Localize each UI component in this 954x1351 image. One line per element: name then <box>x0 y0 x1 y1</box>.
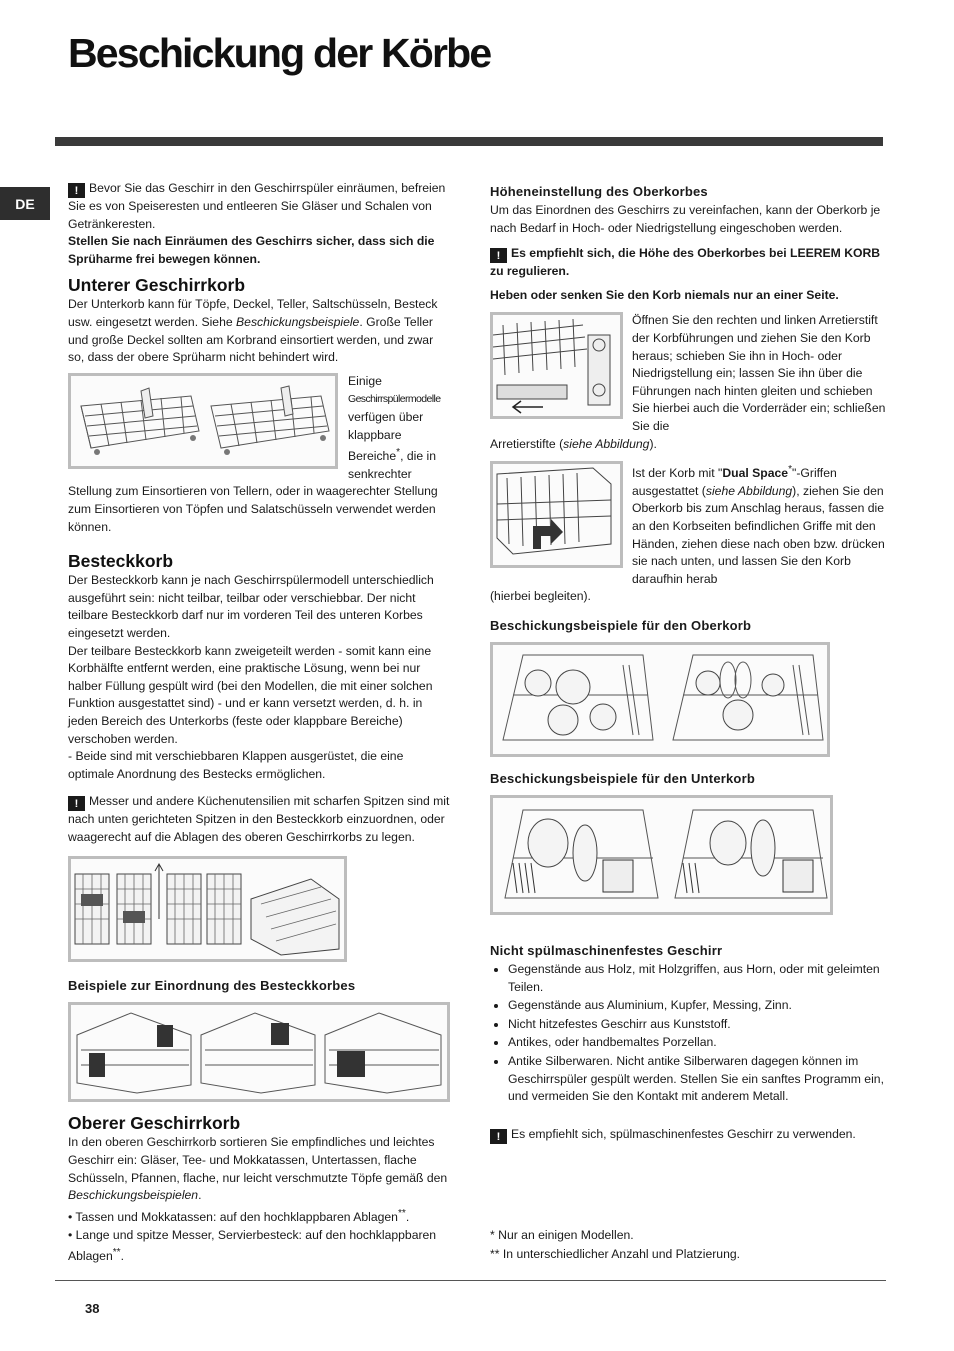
not-dishwasher-safe-list <box>490 961 886 1106</box>
height-adjust-step-end: Arretierstifte (siehe Abbildung). <box>490 436 657 451</box>
upper-basket-heading: Oberer Geschirrkorb <box>68 1113 241 1134</box>
height-adjust-text: Um das Einordnen des Geschirrs zu vereinfachen, kann der Oberkorb je nach Bedarf in Hoch- oder Niedrigstellung eingeschoben werden. <box>490 203 881 235</box>
basket-rail-figure <box>490 312 623 419</box>
cutlery-examples-heading: Beispiele zur Einordnung des Besteckkorbes <box>68 978 356 994</box>
warning-triangle-icon: ! <box>68 183 85 198</box>
cutlery-para-3: - Beide sind mit verschiebbaren Klappen ausgerüstet, die eine optimale Anordnung des Bestecks ermöglichen. <box>68 749 404 781</box>
upper-basket-bullet-1: • Tassen und Mokkatassen: auf den hochklappbaren Ablagen**. <box>68 1207 410 1224</box>
page-number: 38 <box>85 1301 100 1316</box>
height-adjust-bold-note: Heben oder senken Sie den Korb niemals nur an einer Seite. <box>490 287 839 302</box>
cutlery-basket-figure <box>68 856 347 962</box>
cutlery-para-2: Der teilbare Besteckkorb kann zweigeteilt werden - somit kann eine Korbhälfte entfernt werden, eine praktische Lösung, wenn bei nur halber Füllung gespült wird (bei den Modellen, die mit einer solchen Funktion ausgestattet sind) - und er kann versetzt werden, d. h. in jeden Bereich des Unterkorbs (feste oder klappbare Bereiche) verschoben werden. <box>68 643 433 746</box>
footnote-2: ** In unterschiedlicher Anzahl und Platzierung. <box>490 1247 741 1261</box>
not-dishwasher-safe-warning: ! Es empfiehlt sich, spülmaschinenfestes Geschirr zu verwenden. <box>490 1126 886 1144</box>
not-dishwasher-safe-heading: Nicht spülmaschinenfestes Geschirr <box>490 942 723 958</box>
cutlery-heading: Besteckkorb <box>68 551 174 572</box>
warning-triangle-icon: ! <box>490 248 507 263</box>
lower-basket-heading: Unterer Geschirrkorb <box>68 275 246 296</box>
upper-examples-heading: Beschickungsbeispiele für den Oberkorb <box>490 617 752 633</box>
lower-basket-text: Der Unterkorb kann für Töpfe, Deckel, Teller, Saltschüsseln, Besteck usw. eingesetzt werden. Siehe Beschickungsbeispiele. Große Teller und große Deckel sollten am Korbrand einsortiert werden, und zwar so, dass der obere Sprüharm nicht behindert wird. <box>68 297 438 365</box>
upper-basket-text: In den oberen Geschirrkorb sortieren Sie empfindliches und leichtes Geschirr ein: Gläser, Tee- und Mokkatassen, Untertassen, flache Schüsseln, Pfannen, flache, nur leicht verschmutzte Töpfe gemäß den Beschickungsbeispielen. <box>68 1135 448 1203</box>
lower-basket-figure <box>68 373 338 469</box>
lower-basket-figure-row <box>68 373 452 484</box>
intro-bold-note: Stellen Sie nach Einräumen des Geschirrs sicher, dass sich die Sprüharme frei bewegen können. <box>68 234 435 266</box>
lower-basket-side-text: Einige Geschirrspülermodelle verfügen über klappbare Bereiche*, die in senkrechter <box>348 373 441 481</box>
warning-triangle-icon: ! <box>490 1129 507 1144</box>
height-adjust-heading: Höheneinstellung des Oberkorbes <box>490 184 708 199</box>
upper-basket-bullet-2: • Lange und spitze Messer, Servierbesteck: auf den hochklappbaren Ablagen**. <box>68 1227 437 1264</box>
height-adjust-warning: ! Es empfiehlt sich, die Höhe des Oberkorbes bei LEEREM KORB zu regulieren. <box>490 246 881 279</box>
list-item: • Antike Silberwaren. Nicht antike Silberwaren dagegen können im Geschirrspüler gespült werden. Stellen Sie ein sanftes Programm ein, und vermeiden Sie den Kontakt mit anderem Metall. <box>508 1053 886 1106</box>
page-title: Beschickung der Körbe <box>68 30 491 76</box>
header-rule <box>55 137 883 146</box>
height-adjust-step-text: Öffnen Sie den rechten und linken Arretierstift der Korbführungen und ziehen Sie den Korb heraus; schieben Sie ihn in Hoch- oder Niedrigstellung ein; lassen Sie ihn über die Führungen nach hinten gleiten und schieben Sie hierbei auch die Vorderräder ein; schließen Sie die <box>632 313 886 433</box>
cutlery-para-1: Der Besteckkorb kann je nach Geschirrspülermodell unterschiedlich ausgeführt sein: nicht teilbar, teilbar oder verschiebbar. Der nicht teilbare Besteckkorb darf nur im vorderen Teil des unteren Korbes eingesetzt werden. <box>68 573 434 640</box>
warning-triangle-icon: ! <box>68 796 85 811</box>
dual-space-text: Ist der Korb mit "Dual Space*"-Griffen ausgestattet (siehe Abbildung), ziehen Sie den Oberkorb bis zum Anschlag heraus, fassen die an den Korbseiten befindlichen Griffe mit den Händen, ziehen diese nach oben bzw. drücken sie nach unten, und lassen Sie den Korb daraufhin herab <box>632 464 885 586</box>
right-column <box>490 182 886 1144</box>
list-item: • Gegenstände aus Aluminium, Kupfer, Messing, Zinn. <box>508 997 886 1015</box>
language-tab: DE <box>0 187 50 220</box>
list-item: • Antikes, oder handbemaltes Porzellan. <box>508 1034 886 1052</box>
list-item: • Nicht hitzefestes Geschirr aus Kunststoff. <box>508 1016 886 1034</box>
left-column <box>68 180 452 1266</box>
upper-basket-examples-figure <box>490 642 830 757</box>
cutlery-examples-figure <box>68 1002 450 1102</box>
cutlery-warning: ! Messer und andere Küchenutensilien mit scharfen Spitzen sind mit nach unten gerichteten Spitzen in den Besteckkorb einzuordnen, oder waagerecht auf die Ablagen des oberen Geschirrkorbs zu legen. <box>68 794 450 844</box>
lower-basket-after-figure: Stellung zum Einsortieren von Tellern, oder in waagerechter Stellung zum Einsortieren von Töpfen und Salatschüsseln verwendet werden können. <box>68 484 438 534</box>
height-adjust-figure-row-1 <box>490 312 886 435</box>
footer-rule <box>55 1280 886 1281</box>
height-adjust-figure-row-2 <box>490 461 886 588</box>
list-item: • Gegenstände aus Holz, mit Holzgriffen, aus Horn, oder mit geleimten Teilen. <box>508 961 886 996</box>
footnotes <box>490 1226 740 1264</box>
intro-warning: ! Bevor Sie das Geschirr in den Geschirrspüler einräumen, befreien Sie es von Speiseresten und entleeren Sie Gläser und Schalen von Getränkeresten. <box>68 181 446 231</box>
lower-basket-examples-figure <box>490 795 833 915</box>
lower-examples-heading: Beschickungsbeispiele für den Unterkorb <box>490 770 755 786</box>
footnote-1: * Nur an einigen Modellen. <box>490 1228 634 1242</box>
dual-space-after: (hierbei begleiten). <box>490 589 591 604</box>
dual-space-figure <box>490 461 623 568</box>
